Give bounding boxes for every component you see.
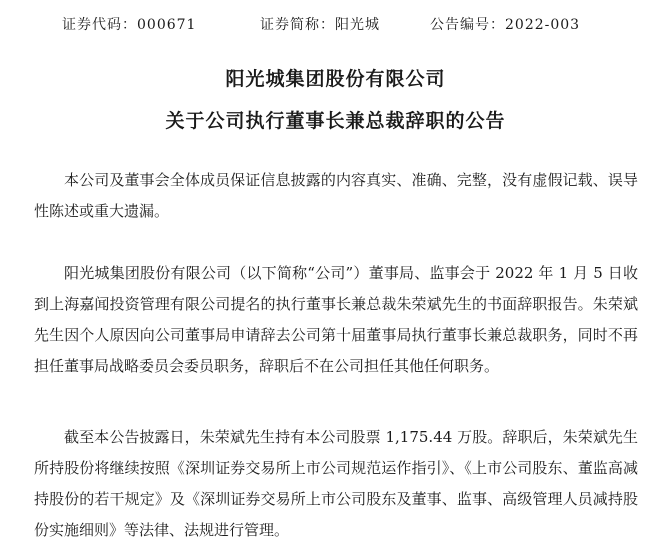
stock-code: 证券代码：000671 bbox=[62, 17, 197, 33]
shareholding-paragraph: 截至本公告披露日，朱荣斌先生持有本公司股票 1,175.44 万股。辞职后，朱荣斌先生所持股份将继续按照《深圳证券交易所上市公司规范运作指引》、《上市公司股东、董监高减持股份的若干规定》及《深圳证券交易所上市公司股东及董事、监事、高级管理人员减持股份实施细则》等法律、法规进行管理。 bbox=[34, 428, 638, 539]
announcement-title: 关于公司执行董事长兼总裁辞职的公告 bbox=[165, 110, 506, 132]
announcement-number: 公告编号：2022-003 bbox=[430, 17, 581, 33]
company-title: 阳光城集团股份有限公司 bbox=[225, 68, 446, 90]
stock-abbreviation: 证券简称：阳光城 bbox=[260, 17, 380, 33]
disclaimer-paragraph: 本公司及董事会全体成员保证信息披露的内容真实、准确、完整，没有虚假记载、误导性陈述或重大遗漏。 bbox=[34, 171, 638, 220]
resignation-paragraph: 阳光城集团股份有限公司（以下简称“公司”）董事局、监事会于 2022 年 1 月 5 日收到上海嘉闻投资管理有限公司提名的执行董事长兼总裁朱荣斌先生的书面辞职报告。朱荣斌先生因个人原因向公司董事局申请辞去公司第十届董事局执行董事长兼总裁职务，同时不再担任董事局战略委员会委员职务，辞职后不在公司担任其他任何职务。 bbox=[34, 264, 638, 375]
